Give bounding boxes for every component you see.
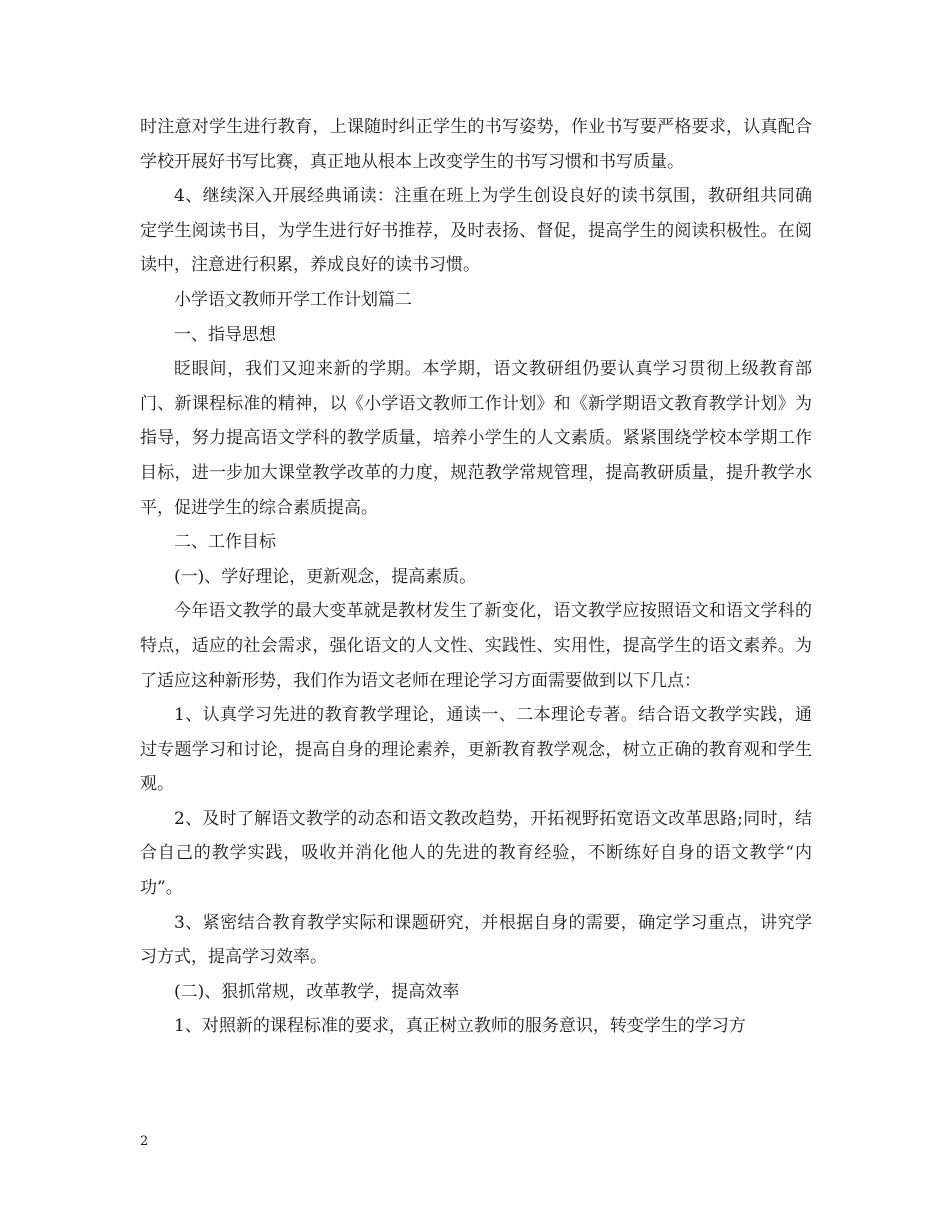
paragraph-item-4: 4、继续深入开展经典诵读：注重在班上为学生创设良好的读书氛围，教研组共同确定学生阅读书目，为学生进行好书推荐，及时表扬、督促，提高学生的阅读积极性。在阅读中，注意进行积累，养成良好的读书习惯。 — [140, 186, 812, 276]
list-item-2: 2、及时了解语文教学的动态和语文教改趋势，开拓视野拓宽语文改革思路;同时，结合自己的教学实践，吸收并消化他人的先进的教育经验，不断练好自身的语文教学“内功”。 — [140, 808, 812, 899]
list-item-routine-1: 1、对照新的课程标准的要求，真正树立教师的服务意识，转变学生的学习方 — [174, 1016, 746, 1037]
heading-guiding-thought: 一、指导思想 — [174, 324, 276, 345]
section-title: 小学语文教师开学工作计划篇二 — [174, 289, 412, 310]
paragraph-continuation: 时注意对学生进行教育，上课随时纠正学生的书写姿势，作业书写要严格要求，认真配合学校开展好书写比赛，真正地从根本上改变学生的书写习惯和书写质量。 — [140, 117, 812, 172]
page-number: 2 — [140, 1134, 149, 1149]
list-item-1: 1、认真学习先进的教育教学理论，通读一、二本理论专著。结合语文教学实践，通过专题学习和讨论，提高自身的理论素养，更新教育教学观念，树立正确的教育观和学生观。 — [140, 705, 812, 795]
list-item-3: 3、紧密结合教育教学实际和课题研究，并根据自身的需要，确定学习重点，讲究学习方式，提高学习效率。 — [140, 912, 812, 968]
subheading-routine: (二)、狠抓常规，改革教学，提高效率 — [174, 981, 460, 1002]
heading-work-goals: 二、工作目标 — [174, 532, 276, 553]
paragraph-guiding-thought: 眨眼间，我们又迎来新的学期。本学期，语文教研组仍要认真学习贯彻上级教育部门、新课程标准的精神，以《小学语文教师工作计划》和《新学期语文教育教学计划》为指导，努力提高语文学科的教学质量，培养小学生的人文素质。紧紧围绕学校本学期工作目标，进一步加大课堂教学改革的力度，规范教学常规管理，提高教研质量，提升教学水平，促进学生的综合素质提高。 — [140, 359, 812, 518]
document-body — [140, 110, 812, 1044]
subheading-theory: (一)、学好理论，更新观念，提高素质。 — [174, 566, 477, 587]
paragraph-theory-intro: 今年语文教学的最大变革就是教材发生了新变化，语文教学应按照语文和语文学科的特点，适应的社会需求，强化语文的人文性、实践性、实用性，提高学生的语文素养。为了适应这种新形势，我们作为语文老师在理论学习方面需要做到以下几点： — [140, 601, 812, 691]
